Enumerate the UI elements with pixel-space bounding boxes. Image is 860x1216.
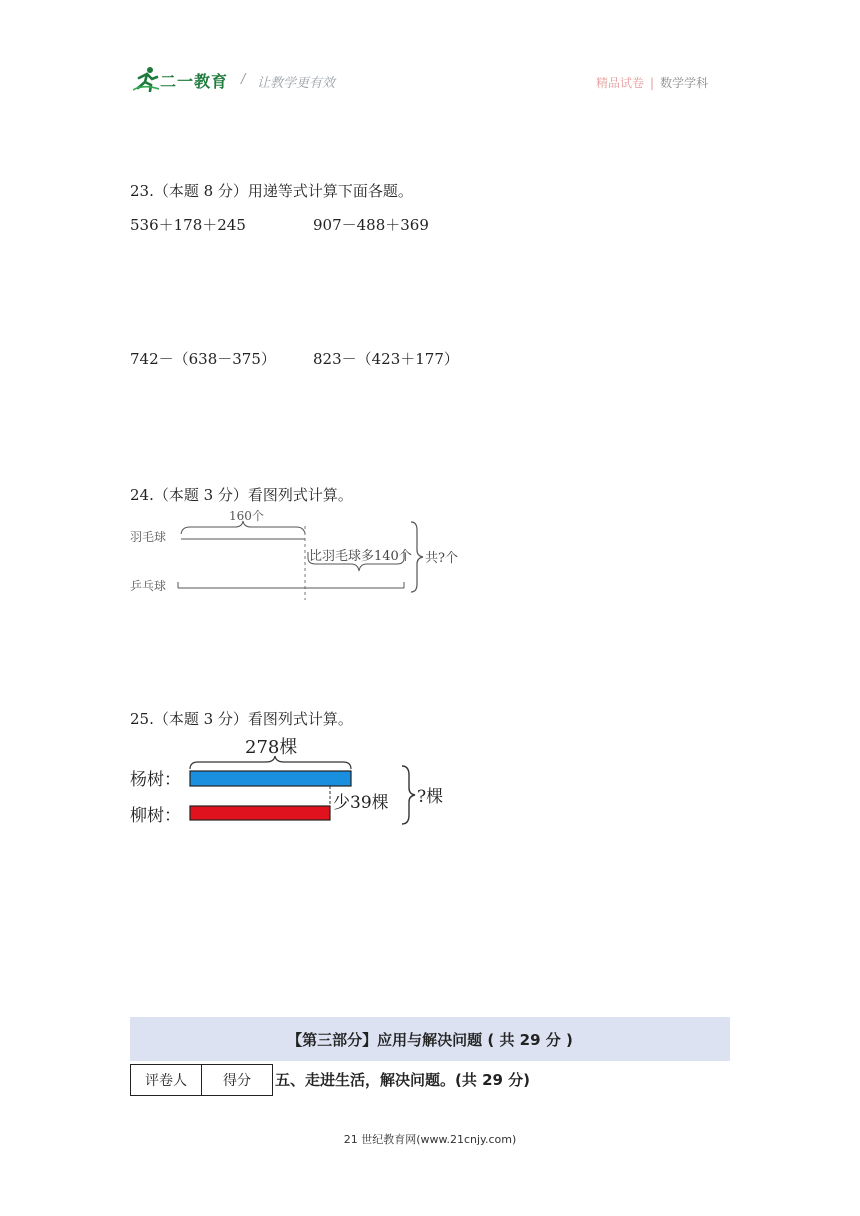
q24-top-value: 160个 [229,509,264,523]
header-separator: | [650,76,655,90]
section-title: 五、走进生活，解决问题。(共 29 分) [275,1071,531,1089]
q25-total-brace [402,766,415,824]
section-banner-title: 【第三部分】应用与解决问题 ( 共 29 分 ) [287,1031,573,1049]
score-cell: 得分 [202,1065,273,1096]
q25-label-willow: 柳树： [130,806,181,826]
runner-logo-icon [133,66,159,92]
q24-diagram [126,508,466,603]
q25-label-poplar: 杨树： [130,770,181,790]
q25-total-text: ?棵 [417,787,444,807]
q25-diagram [126,732,456,827]
brand-name: 二一教育 [160,72,229,91]
grading-box [130,1064,273,1096]
q25-title: 25.（本题 3 分）看图列式计算。 [130,710,353,728]
header-tag-subject: 数学学科 [660,76,709,90]
q23-expr-2: 907－488＋369 [313,216,429,234]
q23-expr-4: 823－（423＋177） [313,350,459,368]
brand-slogan: 让教学更有效 [257,76,336,91]
header-tag-premium: 精品试卷 [596,76,645,90]
q23-expr-3: 742－（638－375） [130,350,276,368]
section-banner [130,1017,730,1061]
q24-title: 24.（本题 3 分）看图列式计算。 [130,486,353,504]
page-footer: 21 世纪教育网(www.21cnjy.com) [343,1133,517,1146]
header-slash: / [241,72,246,87]
q24-total-brace [411,522,423,592]
q25-top-value: 278棵 [245,737,298,758]
grader-cell: 评卷人 [131,1065,202,1096]
q23-expr-1: 536＋178＋245 [130,216,246,234]
header-subject [596,74,708,91]
q25-diff-text: 少39棵 [333,793,389,813]
q25-bar-willow [190,806,330,820]
q23-title: 23.（本题 8 分）用递等式计算下面各题。 [130,182,413,200]
q24-diff-text: 比羽毛球多140个 [309,549,412,564]
q25-bar-poplar [190,771,351,786]
q24-label-badminton: 羽毛球 [130,530,167,544]
q24-total-text: 共?个 [425,551,458,566]
q24-label-pingpong: 乒乓球 [130,579,167,593]
